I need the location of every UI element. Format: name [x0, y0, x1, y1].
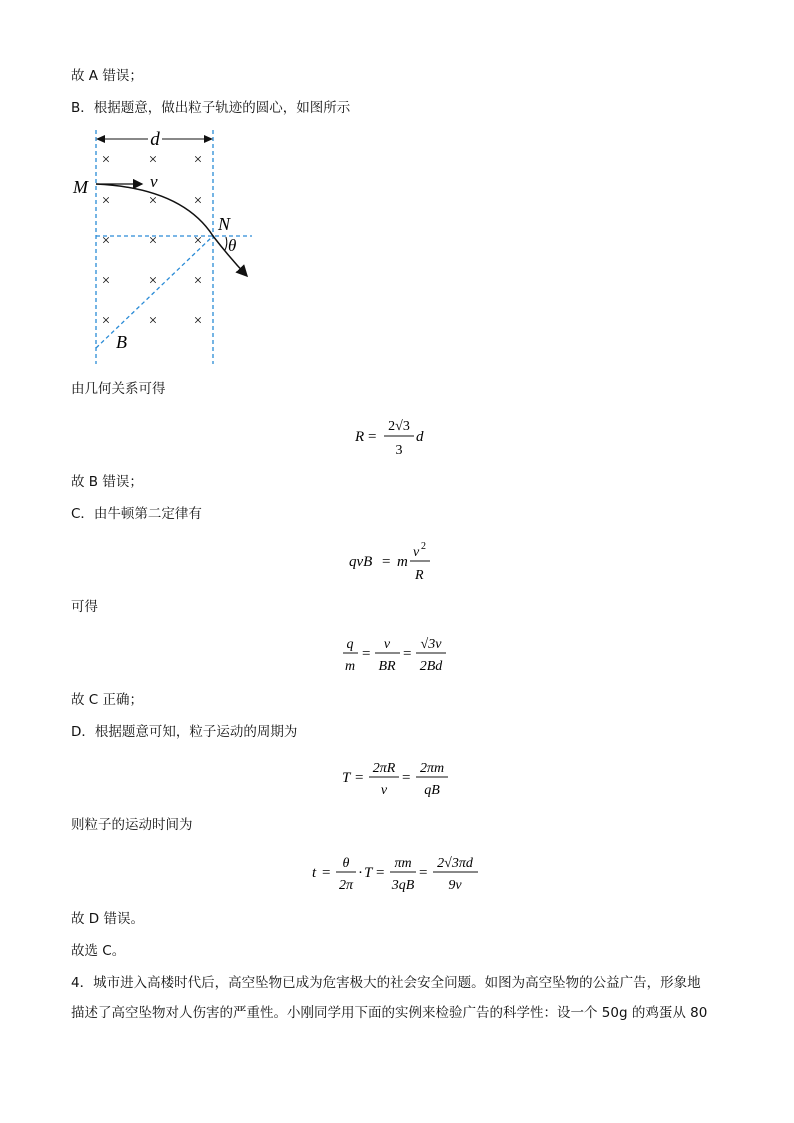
cross-icon: ×	[193, 313, 203, 329]
eq1-lhs: R	[355, 429, 365, 445]
cross-icon: ×	[148, 152, 158, 168]
label-N: N	[218, 214, 231, 234]
eq5-d1: 2π	[338, 878, 353, 893]
eq5-d3: 9v	[447, 878, 462, 893]
eq1-tail: d	[416, 429, 424, 445]
d-arrow-right-icon	[204, 135, 213, 143]
eq2-denominator: R	[415, 568, 424, 583]
eq4-lhs: T	[341, 770, 350, 786]
label-d: d	[150, 129, 160, 150]
eq2-equals: =	[382, 554, 391, 570]
equation-time	[0, 846, 794, 902]
label-M: M	[73, 177, 88, 197]
eq3-d3: 2Bd	[419, 659, 443, 674]
cross-icon: ×	[193, 193, 203, 209]
text-line-10: 故 D 错误。	[71, 911, 144, 927]
eq5-lhs: t	[311, 865, 316, 881]
eq3-eqb: =	[403, 646, 412, 662]
eq3-n1: q	[346, 637, 354, 652]
eq5-T: T	[363, 865, 372, 881]
eq4-n2: 2πm	[419, 761, 444, 776]
eq2-sup: 2	[421, 541, 426, 552]
eq1-denominator: 3	[395, 443, 403, 458]
radius-dashed-line	[96, 236, 213, 348]
text-line-13: 描述了高空坠物对人伤害的严重性。小刚同学用下面的实例来检验广告的科学性：设一个 50g 的鸡蛋从 80	[71, 1005, 708, 1021]
cross-icon: ×	[101, 152, 111, 168]
eq1-equals: =	[368, 429, 377, 445]
text-line-3: 由几何关系可得	[71, 381, 166, 397]
equation-period	[0, 751, 794, 807]
cross-icon: ×	[101, 233, 111, 249]
eq3-d2: BR	[378, 659, 396, 674]
eq5-dot: ·	[357, 865, 363, 881]
text-line-7: 故 C 正确；	[71, 692, 144, 708]
text-line-4: 故 B 错误；	[71, 474, 143, 490]
eq4-d2: qB	[423, 783, 440, 798]
magnetic-field-figure	[70, 126, 260, 366]
cross-icon: ×	[193, 152, 203, 168]
eq5-d2: 3qB	[391, 878, 414, 893]
text-line-11: 故选 C。	[71, 943, 126, 959]
eq5-eqb: =	[375, 865, 384, 881]
cross-icon: ×	[148, 193, 158, 209]
label-B: B	[116, 332, 127, 352]
equation-newton	[0, 537, 794, 591]
text-line-6: 可得	[71, 599, 98, 615]
equation-charge-mass-ratio	[0, 627, 794, 683]
angle-arc	[225, 237, 227, 250]
text-line-12: 4．城市进入高楼时代后，高空坠物已成为危害极大的社会安全问题。如图为高空坠物的公益广告，形象地	[71, 975, 701, 991]
d-arrow-left-icon	[96, 135, 105, 143]
cross-icon: ×	[193, 273, 203, 289]
eq3-eqa: =	[362, 646, 371, 662]
equation-radius	[0, 410, 794, 466]
cross-icon: ×	[148, 273, 158, 289]
eq5-eqc: =	[418, 865, 427, 881]
eq2-numerator: v	[413, 545, 420, 560]
eq5-n3: 2√3πd	[436, 856, 473, 871]
eq2-lhs: qvB	[349, 554, 373, 570]
text-line-1: 故 A 错误；	[71, 68, 143, 84]
eq5-n2: πm	[393, 856, 412, 871]
cross-icon: ×	[101, 193, 111, 209]
eq4-n1: 2πR	[372, 761, 395, 776]
eq3-d1: m	[344, 659, 356, 674]
text-line-9: 则粒子的运动时间为	[71, 817, 193, 833]
label-v: v	[150, 172, 158, 191]
cross-icon: ×	[101, 273, 111, 289]
eq4-d1: v	[380, 783, 387, 798]
eq2-m: m	[397, 554, 408, 570]
cross-icon: ×	[101, 313, 111, 329]
label-theta: θ	[228, 236, 237, 255]
eq1-numerator: 2√3	[388, 419, 410, 434]
eq5-eqa: =	[321, 865, 330, 881]
text-line-5: C．由牛顿第二定律有	[71, 506, 202, 522]
text-line-2: B．根据题意，做出粒子轨迹的圆心，如图所示	[71, 100, 351, 116]
cross-icon: ×	[148, 313, 158, 329]
cross-icon: ×	[193, 233, 203, 249]
cross-icon: ×	[148, 233, 158, 249]
text-line-8: D．根据题意可知，粒子运动的周期为	[71, 724, 298, 740]
figure-svg	[70, 126, 260, 366]
eq4-eqb: =	[401, 770, 410, 786]
eq4-eqa: =	[354, 770, 363, 786]
eq3-n2: v	[383, 637, 391, 652]
eq5-n1: θ	[342, 856, 349, 871]
eq3-n3: √3v	[420, 637, 442, 652]
